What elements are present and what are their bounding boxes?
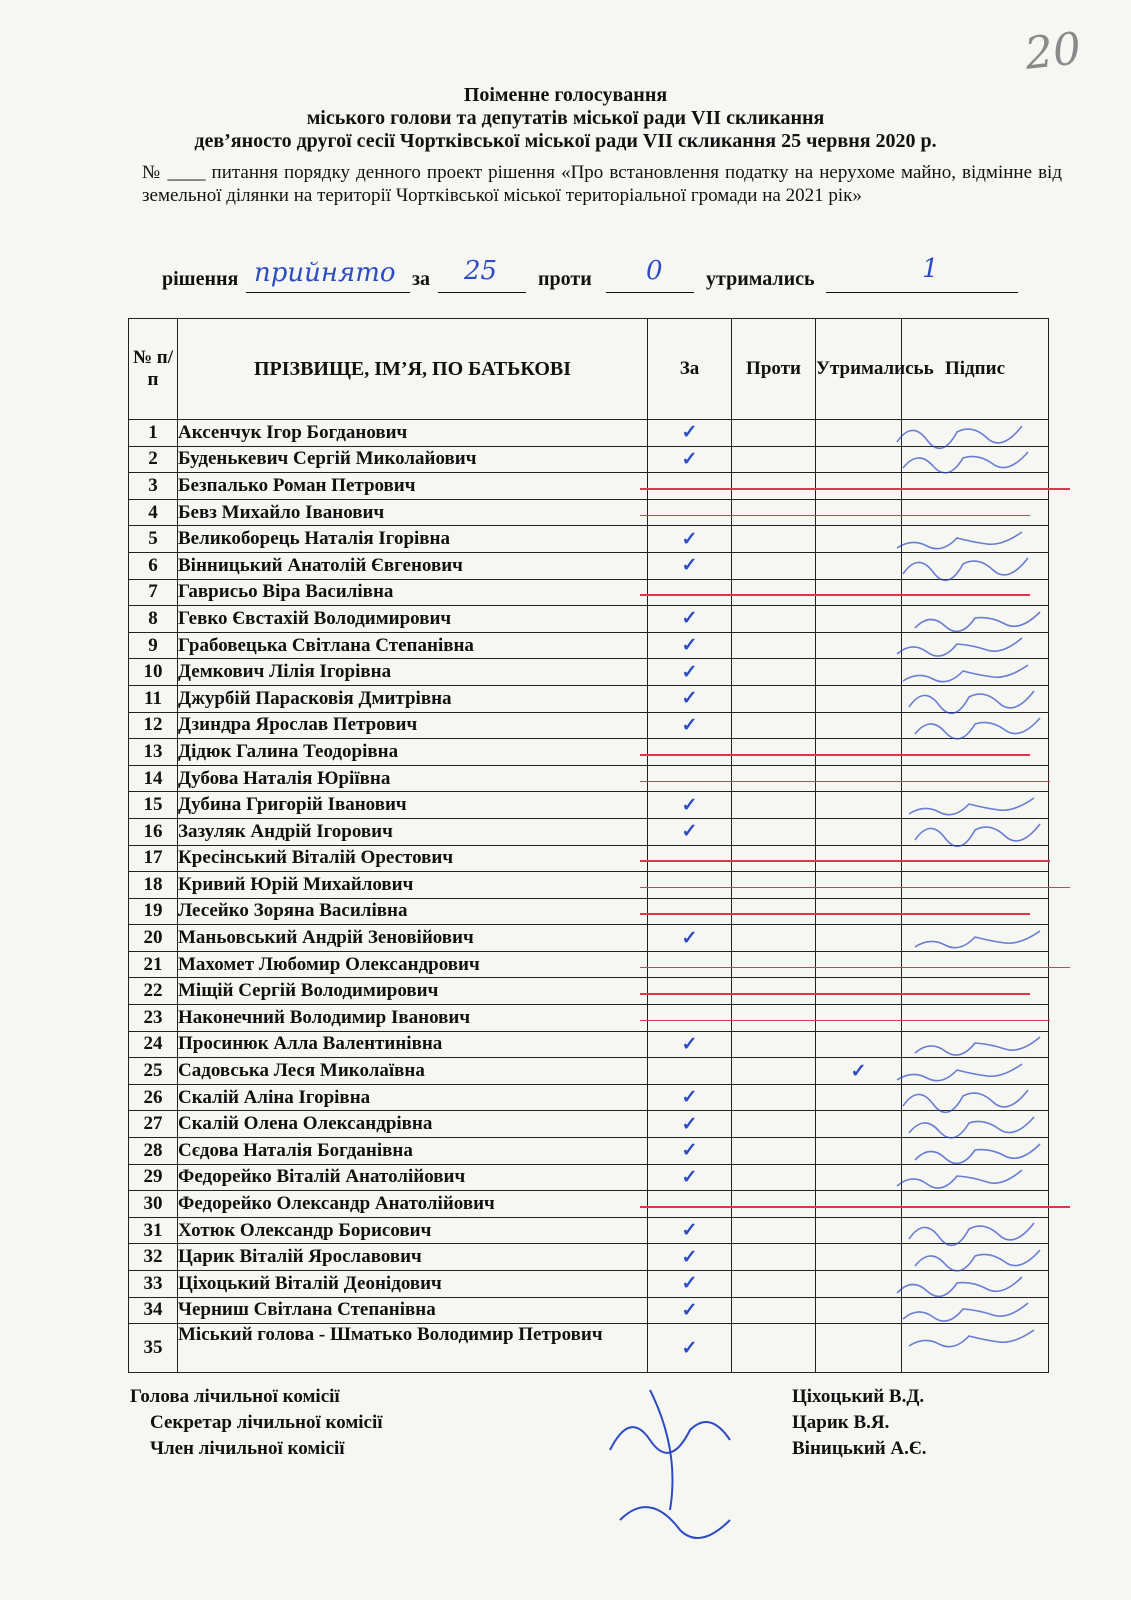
- row-num: 22: [129, 978, 178, 1005]
- row-against: [732, 898, 816, 925]
- row-for: [648, 473, 732, 500]
- agenda-question: № ____ питання порядку денного проект рішення «Про встановлення податку на нерухоме майно, відмінне від земельної ділянки на території Чортківської міської територіальної громади на 2021 рік»: [142, 162, 1062, 206]
- strike-line: [640, 967, 1070, 969]
- row-name: Скалій Олена Олександрівна: [178, 1111, 648, 1138]
- row-num: 4: [129, 499, 178, 526]
- row-against: [732, 1164, 816, 1191]
- row-abstained: [816, 898, 902, 925]
- row-name: Лесейко Зоряна Василівна: [178, 898, 648, 925]
- row-num: 17: [129, 845, 178, 872]
- row-num: 34: [129, 1297, 178, 1324]
- row-abstained: [816, 765, 902, 792]
- signature-scribble: [910, 704, 1050, 744]
- row-abstained: [816, 1031, 902, 1058]
- row-name: Наконечний Володимир Іванович: [178, 1005, 648, 1032]
- row-abstained: [816, 606, 902, 633]
- row-name: Міський голова - Шматько Володимир Петрович: [178, 1324, 648, 1373]
- row-abstained: [816, 712, 902, 739]
- row-against: [732, 1297, 816, 1324]
- row-against: [732, 526, 816, 553]
- row-for: ✓: [648, 1244, 732, 1271]
- row-abstained: ✓: [816, 1058, 902, 1085]
- row-against: [732, 446, 816, 473]
- row-against: [732, 1084, 816, 1111]
- row-against: [732, 925, 816, 952]
- row-num: 16: [129, 818, 178, 845]
- row-num: 3: [129, 473, 178, 500]
- row-abstained: [816, 951, 902, 978]
- row-against: [732, 1031, 816, 1058]
- signature-scribble: [898, 544, 1038, 584]
- row-name: Грабовецька Світлана Степанівна: [178, 632, 648, 659]
- row-against: [732, 1217, 816, 1244]
- row-abstained: [816, 499, 902, 526]
- row-num: 10: [129, 659, 178, 686]
- abstained-label: утримались: [706, 268, 815, 290]
- strike-line: [640, 1206, 1070, 1208]
- row-num: 5: [129, 526, 178, 553]
- row-num: 19: [129, 898, 178, 925]
- row-num: 30: [129, 1191, 178, 1218]
- row-against: [732, 685, 816, 712]
- table-row: [129, 978, 1049, 1005]
- row-num: 31: [129, 1217, 178, 1244]
- row-for: ✓: [648, 1031, 732, 1058]
- commission-names: [792, 1384, 927, 1462]
- row-name: Ціхоцький Віталій Деонідович: [178, 1271, 648, 1298]
- row-abstained: [816, 632, 902, 659]
- row-name: Кривий Юрій Михайлович: [178, 872, 648, 899]
- col-abstained-header: Утрималисьь: [816, 319, 902, 420]
- decision-label: рішення: [162, 268, 239, 290]
- commission-roles: [130, 1384, 383, 1462]
- strike-line: [640, 887, 1070, 889]
- row-for: ✓: [648, 632, 732, 659]
- signature-scribble: [910, 810, 1050, 850]
- row-num: 14: [129, 765, 178, 792]
- row-for: ✓: [648, 1111, 732, 1138]
- row-abstained: [816, 1138, 902, 1165]
- row-name: Великоборець Наталія Ігорівна: [178, 526, 648, 553]
- row-name: Федорейко Віталій Анатолійович: [178, 1164, 648, 1191]
- row-abstained: [816, 685, 902, 712]
- row-num: 21: [129, 951, 178, 978]
- row-name: Просинюк Алла Валентинівна: [178, 1031, 648, 1058]
- member-name: Віницький А.Є.: [792, 1438, 927, 1459]
- row-against: [732, 579, 816, 606]
- row-num: 2: [129, 446, 178, 473]
- row-name: Буденькевич Сергій Миколайович: [178, 446, 648, 473]
- row-num: 33: [129, 1271, 178, 1298]
- row-name: Безпалько Роман Петрович: [178, 473, 648, 500]
- row-name: Вінницький Анатолій Євгенович: [178, 552, 648, 579]
- row-name: Дубова Наталія Юріївна: [178, 765, 648, 792]
- document-header: [0, 84, 1131, 153]
- row-for: [648, 579, 732, 606]
- row-abstained: [816, 552, 902, 579]
- row-num: 11: [129, 685, 178, 712]
- row-against: [732, 420, 816, 447]
- secretary-role: Секретар лічильної комісії: [150, 1412, 383, 1433]
- row-name: Міщій Сергій Володимирович: [178, 978, 648, 1005]
- row-abstained: [816, 1217, 902, 1244]
- row-for: [648, 872, 732, 899]
- row-num: 25: [129, 1058, 178, 1085]
- row-name: Бевз Михайло Іванович: [178, 499, 648, 526]
- table-row: [129, 872, 1049, 899]
- row-abstained: [816, 925, 902, 952]
- row-abstained: [816, 659, 902, 686]
- row-against: [732, 845, 816, 872]
- row-for: ✓: [648, 420, 732, 447]
- row-abstained: [816, 845, 902, 872]
- secretary-name: Царик В.Я.: [792, 1412, 890, 1433]
- row-abstained: [816, 579, 902, 606]
- row-against: [732, 712, 816, 739]
- row-for: ✓: [648, 1217, 732, 1244]
- row-against: [732, 818, 816, 845]
- row-for: ✓: [648, 1297, 732, 1324]
- strike-line: [640, 754, 1030, 756]
- row-abstained: [816, 446, 902, 473]
- row-for: ✓: [648, 446, 732, 473]
- row-abstained: [816, 526, 902, 553]
- signature-scribble: [910, 917, 1050, 957]
- row-name: Федорейко Олександр Анатолійович: [178, 1191, 648, 1218]
- decision-value: прийнято: [254, 258, 396, 288]
- chair-role: Голова лічильної комісії: [130, 1386, 340, 1407]
- row-abstained: [816, 1271, 902, 1298]
- row-against: [732, 606, 816, 633]
- row-for: ✓: [648, 925, 732, 952]
- row-against: [732, 872, 816, 899]
- row-for: [648, 739, 732, 766]
- row-name: Демкович Лілія Ігорівна: [178, 659, 648, 686]
- row-for: [648, 978, 732, 1005]
- row-name: Черниш Світлана Степанівна: [178, 1297, 648, 1324]
- row-num: 12: [129, 712, 178, 739]
- row-name: Царик Віталій Ярославович: [178, 1244, 648, 1271]
- signature-scribble: [892, 1156, 1032, 1196]
- row-for: ✓: [648, 606, 732, 633]
- for-value: 25: [464, 256, 498, 286]
- row-abstained: [816, 872, 902, 899]
- row-name: Дзиндра Ярослав Петрович: [178, 712, 648, 739]
- row-abstained: [816, 978, 902, 1005]
- row-name: Махомет Любомир Олександрович: [178, 951, 648, 978]
- row-against: [732, 659, 816, 686]
- row-name: Гаврисьо Віра Василівна: [178, 579, 648, 606]
- row-against: [732, 765, 816, 792]
- row-name: Дубина Григорій Іванович: [178, 792, 648, 819]
- row-for: [648, 765, 732, 792]
- row-num: 8: [129, 606, 178, 633]
- row-against: [732, 739, 816, 766]
- col-for-header: За: [648, 319, 732, 420]
- row-against: [732, 1271, 816, 1298]
- row-abstained: [816, 1324, 902, 1373]
- row-against: [732, 951, 816, 978]
- row-num: 28: [129, 1138, 178, 1165]
- row-for: ✓: [648, 1084, 732, 1111]
- strike-line: [640, 781, 1050, 783]
- strike-line: [640, 860, 1050, 862]
- row-name: Гевко Євстахій Володимирович: [178, 606, 648, 633]
- row-abstained: [816, 1084, 902, 1111]
- decision-line: [162, 254, 1062, 304]
- signature-scribble: [898, 438, 1038, 478]
- strike-line: [640, 488, 1070, 490]
- row-for: [648, 1005, 732, 1032]
- row-for: [648, 1058, 732, 1085]
- row-against: [732, 1005, 816, 1032]
- row-against: [732, 978, 816, 1005]
- page-number: 20: [1022, 23, 1084, 80]
- row-num: 18: [129, 872, 178, 899]
- row-abstained: [816, 1111, 902, 1138]
- row-num: 7: [129, 579, 178, 606]
- strike-line: [640, 594, 1030, 596]
- row-for: ✓: [648, 685, 732, 712]
- row-for: [648, 898, 732, 925]
- row-num: 29: [129, 1164, 178, 1191]
- row-for: [648, 951, 732, 978]
- row-name: Дідюк Галина Теодорівна: [178, 739, 648, 766]
- row-name: Садовська Леся Миколаївна: [178, 1058, 648, 1085]
- row-abstained: [816, 1244, 902, 1271]
- row-abstained: [816, 792, 902, 819]
- row-for: [648, 845, 732, 872]
- row-name: Скалій Аліна Ігорівна: [178, 1084, 648, 1111]
- row-abstained: [816, 739, 902, 766]
- commission-signatures: [590, 1370, 790, 1570]
- strike-line: [640, 515, 1030, 517]
- row-num: 35: [129, 1324, 178, 1373]
- strike-line: [640, 993, 1030, 995]
- col-name-header: ПРІЗВИЩЕ, ІМ’Я, ПО БАТЬКОВІ: [178, 319, 648, 420]
- abstained-value: 1: [922, 254, 939, 284]
- row-name: Аксенчук Ігор Богданович: [178, 420, 648, 447]
- row-num: 27: [129, 1111, 178, 1138]
- row-num: 32: [129, 1244, 178, 1271]
- row-against: [732, 473, 816, 500]
- row-abstained: [816, 818, 902, 845]
- row-for: ✓: [648, 1138, 732, 1165]
- header-session: дев’яносто другої сесії Чортківської міської ради VІІ скликання 25 червня 2020 р.: [194, 130, 937, 152]
- row-for: ✓: [648, 1164, 732, 1191]
- strike-line: [640, 1020, 1050, 1022]
- row-against: [732, 1191, 816, 1218]
- table-header-row: [129, 319, 1049, 420]
- col-against-header: Проти: [732, 319, 816, 420]
- row-against: [732, 1324, 816, 1373]
- row-abstained: [816, 420, 902, 447]
- member-role: Член лічильної комісії: [150, 1438, 345, 1459]
- row-name: Сєдова Наталія Богданівна: [178, 1138, 648, 1165]
- row-name: Зазуляк Андрій Ігорович: [178, 818, 648, 845]
- row-for: [648, 499, 732, 526]
- row-num: 9: [129, 632, 178, 659]
- chair-name: Ціхоцький В.Д.: [792, 1386, 925, 1407]
- row-num: 23: [129, 1005, 178, 1032]
- row-num: 15: [129, 792, 178, 819]
- row-num: 1: [129, 420, 178, 447]
- row-signature: [902, 872, 1049, 899]
- row-for: ✓: [648, 659, 732, 686]
- row-against: [732, 499, 816, 526]
- row-for: ✓: [648, 792, 732, 819]
- row-against: [732, 1138, 816, 1165]
- row-name: Кресінський Віталій Орестович: [178, 845, 648, 872]
- for-label: за: [412, 268, 431, 290]
- strike-line: [640, 913, 1030, 915]
- row-abstained: [816, 473, 902, 500]
- against-value: 0: [646, 256, 663, 286]
- row-abstained: [816, 1297, 902, 1324]
- row-against: [732, 632, 816, 659]
- row-num: 26: [129, 1084, 178, 1111]
- row-name: Хотюк Олександр Борисович: [178, 1217, 648, 1244]
- row-for: ✓: [648, 818, 732, 845]
- row-abstained: [816, 1005, 902, 1032]
- against-label: проти: [538, 268, 592, 290]
- row-for: [648, 1191, 732, 1218]
- header-subtitle: міського голови та депутатів міської ради VІІ скликання: [306, 107, 825, 129]
- row-against: [732, 552, 816, 579]
- row-for: ✓: [648, 1324, 732, 1373]
- row-against: [732, 1058, 816, 1085]
- row-against: [732, 1111, 816, 1138]
- row-against: [732, 792, 816, 819]
- col-signature-header: Підпис: [902, 319, 1049, 420]
- header-title: Поіменне голосування: [463, 84, 668, 106]
- row-abstained: [816, 1164, 902, 1191]
- row-name: Маньовський Андрій Зеновійович: [178, 925, 648, 952]
- row-abstained: [816, 1191, 902, 1218]
- row-num: 20: [129, 925, 178, 952]
- row-signature: [902, 978, 1049, 1005]
- col-num-header: № п/п: [129, 319, 178, 420]
- row-num: 24: [129, 1031, 178, 1058]
- row-for: ✓: [648, 1271, 732, 1298]
- row-num: 6: [129, 552, 178, 579]
- row-num: 13: [129, 739, 178, 766]
- row-for: ✓: [648, 712, 732, 739]
- row-for: ✓: [648, 526, 732, 553]
- row-for: ✓: [648, 552, 732, 579]
- row-name: Джурбій Парасковія Дмитрівна: [178, 685, 648, 712]
- signature-scribble: [904, 1316, 1044, 1356]
- row-against: [732, 1244, 816, 1271]
